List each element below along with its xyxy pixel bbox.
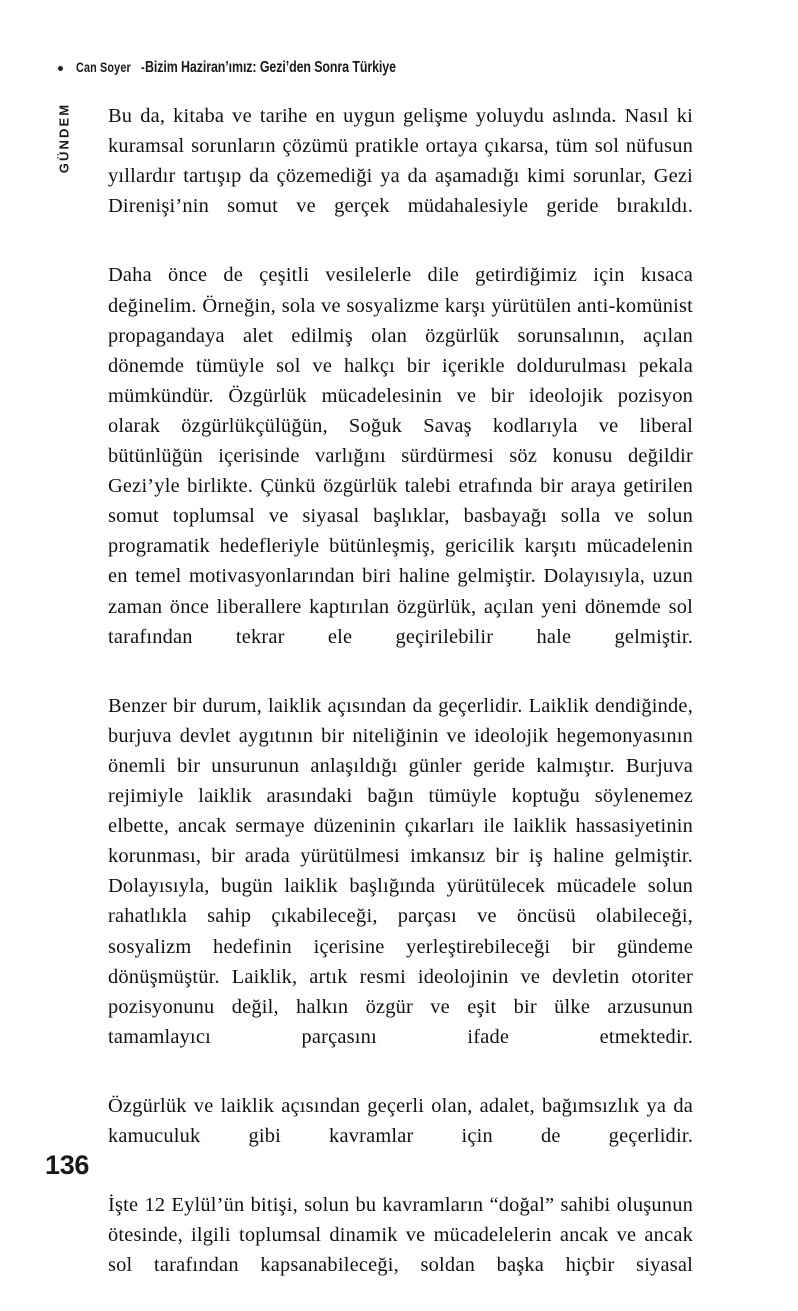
body-paragraph: Bu da, kitaba ve tarihe en uygun gelişme yoluydu aslında. Nasıl ki kuramsal sorunların çözümü pratikle ortaya çıkarsa, tüm sol nüfusun yıllardır tartışıp da çözemediği ya da aşamadığı kimi sorunlar, Gezi Direnişi’nin somut ve gerçek müdahalesiyle geride bırakıldı. — [108, 105, 693, 218]
bullet-icon — [58, 66, 63, 71]
running-head-title: Bizim Haziran’ımız: Gezi’den Sonra Türkiye — [144, 59, 396, 76]
section-tab-gundem: GÜNDEM — [56, 102, 72, 174]
body-text-column — [108, 101, 693, 1311]
running-head-separator: - — [141, 60, 146, 75]
page-number: 136 — [45, 1150, 90, 1180]
running-head — [58, 60, 458, 76]
body-paragraph: Daha önce de çeşitli vesilelerle dile getirdiğimiz için kısaca değinelim. Örneğin, sola ve sosyalizme karşı yürütülen anti-komünist propagandaya alet edilmiş olan özgürlük sorunsalının, açılan dönemde tümüyle sol ve halkçı bir içerikle doldurulması pekala mümkündür. Özgürlük mücadelesinin ve bir ideolojik pozisyon olarak özgürlükçülüğün, Soğuk Savaş kodlarıyla ve liberal bütünlüğün içerisinde varlığını sürdürmesi söz konusu değildir Gezi’yle birlikte. Çünkü özgürlük talebi etrafında bir araya getirilen somut toplumsal ve siyasal başlıklar, basbayağı solla ve solun programatik hedefleriyle bütünleşmiş, gericilik karşıtı mücadelenin en temel motivasyonlarından biri haline gelmiştir. Dolayısıyla, uzun zaman önce liberallere kaptırılan özgürlük, açılan yeni dönemde sol tarafından tekrar ele geçirilebilir hale gelmiştir. — [108, 264, 693, 648]
body-paragraph: Benzer bir durum, laiklik açısından da geçerlidir. Laiklik dendiğinde, burjuva devlet aygıtının bir niteliğinin ve ideolojik hegemonyasının önemli bir unsurunun anlaşıldığı günler geride kalmıştır. Burjuva rejimiyle laiklik arasındaki bağın tümüyle koptuğu söylenemez elbette, ancak sermaye düzeninin çıkarları ile laiklik hassasiyetinin korunması, bir arada yürütülmesi imkansız bir iş haline gelmiştir. Dolayısıyla, bugün laiklik başlığında yürütülecek mücadele solun rahatlıkla sahip çıkabileceği, parçası ve öncüsü olabileceği, sosyalizm hedefinin içerisine yerleştirebileceği bir gündeme dönüşmüştür. Laiklik, artık resmi ideolojinin ve devletin otoriter pozisyonunu değil, halkın özgür ve eşit bir ülke arzusunun tamamlayıcı parçasını ifade etmektedir. — [108, 694, 693, 1048]
body-paragraph: Özgürlük ve laiklik açısından geçerli olan, adalet, bağımsızlık ya da kamuculuk gibi kavramlar için de geçerlidir. — [108, 1095, 693, 1148]
body-paragraph: İşte 12 Eylül’ün bitişi, solun bu kavramların “doğal” sahibi oluşunun ötesinde, ilgili toplumsal dinamik ve mücadelelerin ancak ve ancak sol tarafından kapsanabileceği, soldan başka hiçbir siyasal — [108, 1194, 693, 1277]
running-head-author: Can Soyer — [76, 60, 131, 75]
